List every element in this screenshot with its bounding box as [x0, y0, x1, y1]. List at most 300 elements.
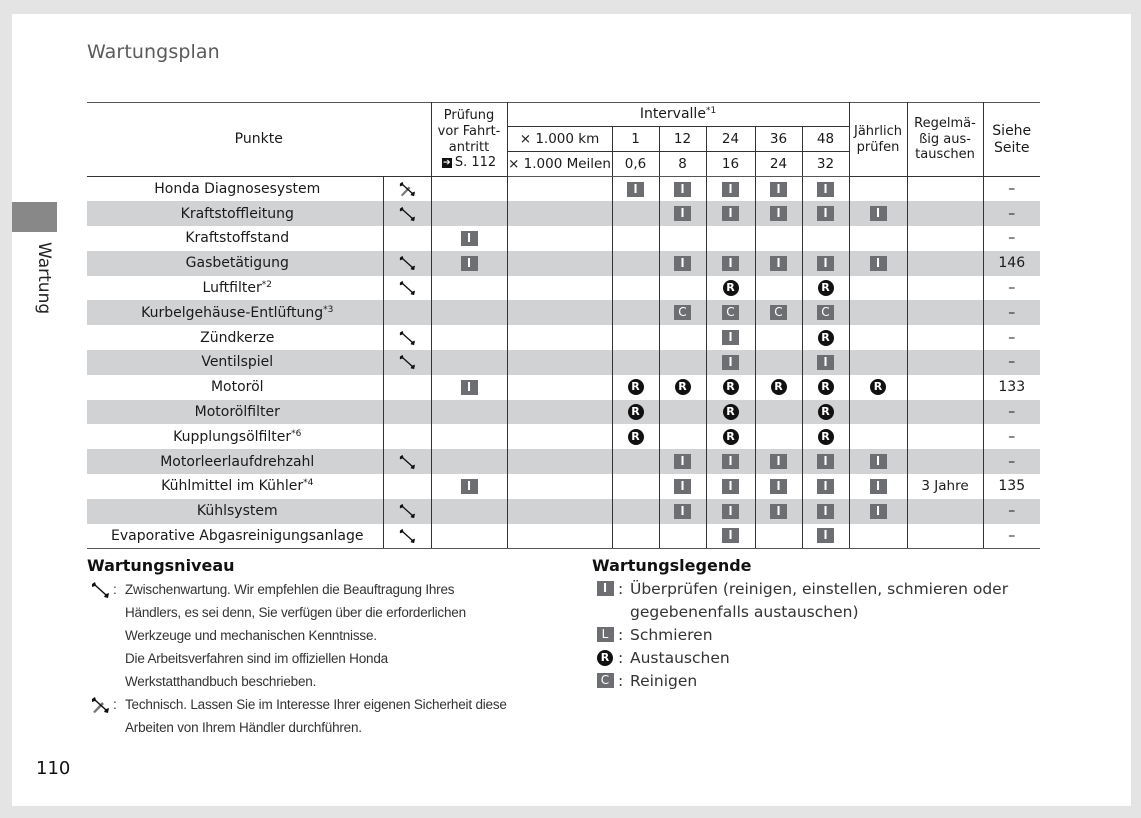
maintenance-level-cell	[383, 474, 431, 499]
interval-cell	[802, 276, 849, 301]
item-name: Kraftstoffleitung	[87, 201, 383, 226]
pre-ride-cell	[431, 226, 507, 251]
km-12: 12	[659, 127, 706, 152]
interval-label-cell	[507, 499, 612, 524]
interval-cell	[612, 424, 659, 449]
interval-cell	[802, 375, 849, 400]
interval-cell	[659, 226, 706, 251]
interval-cell	[706, 350, 755, 375]
yearly-cell	[849, 300, 907, 325]
interval-cell	[706, 177, 755, 202]
table-row	[87, 226, 1040, 251]
legend-inspect: I : Überprüfen (reinigen, einstellen, schmieren oder gegebenenfalls austauschen)	[592, 578, 1012, 624]
pre-ride-cell	[431, 300, 507, 325]
header-see-page: Siehe Seite	[983, 103, 1040, 177]
see-page-cell: –	[983, 524, 1040, 549]
maintenance-level-cell	[383, 226, 431, 251]
inspect-mark-icon: I	[817, 454, 834, 469]
interval-cell	[612, 400, 659, 425]
legend-level-title: Wartungsniveau	[87, 556, 235, 575]
item-name: Honda Diagnosesystem	[87, 177, 383, 202]
inspect-mark-icon: I	[817, 504, 834, 519]
maintenance-level-cell	[383, 499, 431, 524]
interval-cell	[755, 375, 802, 400]
interval-cell	[802, 524, 849, 549]
interval-label-cell	[507, 375, 612, 400]
clean-mark-icon: C	[674, 305, 691, 320]
item-name: Luftfilter$^{*2}$	[87, 276, 383, 301]
inspect-mark-icon: I	[770, 256, 787, 271]
item-name: Kühlsystem	[87, 499, 383, 524]
pre-ride-cell	[431, 276, 507, 301]
maintenance-level-cell	[383, 375, 431, 400]
see-page-cell: –	[983, 226, 1040, 251]
interval-cell	[755, 449, 802, 474]
interval-cell	[612, 499, 659, 524]
regular-replace-cell: 3 Jahre	[907, 474, 983, 499]
interval-cell	[802, 350, 849, 375]
regular-replace-cell	[907, 300, 983, 325]
interval-cell	[706, 375, 755, 400]
regular-replace-cell	[907, 226, 983, 251]
interval-cell	[755, 499, 802, 524]
interval-cell	[659, 524, 706, 549]
replace-mark-icon: R	[723, 280, 739, 296]
table-row	[87, 499, 1040, 524]
miles-0-6: 0,6	[612, 152, 659, 177]
inspect-mark-icon: I	[817, 479, 834, 494]
see-page-cell: –	[983, 325, 1040, 350]
interval-label-cell	[507, 424, 612, 449]
maintenance-level-cell	[383, 276, 431, 301]
yearly-cell	[849, 499, 907, 524]
interval-cell	[706, 499, 755, 524]
miles-label: × 1.000 Meilen	[507, 152, 612, 177]
interval-cell	[659, 251, 706, 276]
inspect-mark-icon: I	[722, 479, 739, 494]
interval-cell	[755, 424, 802, 449]
see-page-cell: –	[983, 276, 1040, 301]
maintenance-level-cell	[383, 300, 431, 325]
maintenance-level-legend	[87, 556, 557, 739]
replace-mark-icon: R	[723, 404, 739, 420]
interval-cell	[612, 524, 659, 549]
inspect-mark-icon: I	[627, 182, 644, 197]
yearly-cell	[849, 474, 907, 499]
interval-cell	[659, 350, 706, 375]
interval-cell	[659, 499, 706, 524]
replace-mark-icon: R	[675, 379, 691, 395]
interval-cell	[612, 226, 659, 251]
maintenance-schedule-table	[87, 102, 1040, 549]
replace-mark-icon: R	[628, 429, 644, 445]
regular-replace-cell	[907, 177, 983, 202]
item-name: Kupplungsölfilter$^{*6}$	[87, 424, 383, 449]
interval-cell	[612, 251, 659, 276]
interval-cell	[659, 325, 706, 350]
maintenance-level-cell	[383, 524, 431, 549]
interval-cell	[802, 499, 849, 524]
yearly-cell	[849, 226, 907, 251]
interval-cell	[706, 424, 755, 449]
inspect-mark-icon: I	[770, 206, 787, 221]
inspect-mark-icon: I	[722, 256, 739, 271]
interval-cell	[659, 424, 706, 449]
inspect-mark-icon: I	[461, 479, 478, 494]
inspect-mark-icon: I	[722, 330, 739, 345]
table-row	[87, 325, 1040, 350]
inspect-mark-icon: I	[722, 454, 739, 469]
legend-clean: C : Reinigen	[592, 670, 1012, 693]
interval-label-cell	[507, 276, 612, 301]
inspect-mark-icon: I	[674, 256, 691, 271]
table-row	[87, 177, 1040, 202]
item-name: Kraftstoffstand	[87, 226, 383, 251]
clean-mark-icon: C	[597, 673, 614, 688]
table-row	[87, 300, 1040, 325]
interval-cell	[802, 177, 849, 202]
inspect-mark-icon: I	[461, 231, 478, 246]
interval-label-cell	[507, 201, 612, 226]
inspect-mark-icon: I	[461, 380, 478, 395]
interval-cell	[802, 300, 849, 325]
inspect-mark-icon: I	[461, 256, 478, 271]
legend-technical: : Technisch. Lassen Sie im Interesse Ihrer eigenen Sicherheit diese Arbeiten von Ihrem Händler durchführen.	[87, 693, 557, 739]
item-name: Kühlmittel im Kühler$^{*4}$	[87, 474, 383, 499]
item-name: Kurbelgehäuse-Entlüftung$^{*3}$	[87, 300, 383, 325]
miles-24: 24	[755, 152, 802, 177]
inspect-mark-icon: I	[817, 206, 834, 221]
replace-mark-icon: R	[723, 429, 739, 445]
maintenance-level-cell	[383, 201, 431, 226]
page-ref-arrow-icon: ➔	[443, 157, 451, 168]
pre-ride-page-link[interactable]: S. 112	[454, 155, 497, 171]
interval-cell	[755, 350, 802, 375]
header-regular-replace: Regelmä- ßig aus- tauschen	[907, 103, 983, 177]
see-page-cell: –	[983, 201, 1040, 226]
yearly-cell	[849, 449, 907, 474]
replace-mark-icon: R	[818, 429, 834, 445]
interval-cell	[612, 449, 659, 474]
yearly-cell	[849, 400, 907, 425]
wrench-icon	[398, 206, 416, 222]
maintenance-level-cell	[383, 177, 431, 202]
inspect-mark-icon: I	[817, 182, 834, 197]
interval-cell	[659, 449, 706, 474]
interval-cell	[659, 474, 706, 499]
interval-cell	[706, 300, 755, 325]
see-page-cell: –	[983, 177, 1040, 202]
table-row	[87, 375, 1040, 400]
replace-mark-icon: R	[818, 379, 834, 395]
maintenance-level-cell	[383, 350, 431, 375]
table-row	[87, 524, 1040, 549]
regular-replace-cell	[907, 325, 983, 350]
interval-cell	[755, 201, 802, 226]
regular-replace-cell	[907, 276, 983, 301]
replace-mark-icon: R	[597, 650, 613, 666]
header-pre-ride-check: Prüfung vor Fahrt- antritt ➔ S. 112	[431, 103, 507, 177]
item-name: Motorleerlaufdrehzahl	[87, 449, 383, 474]
km-1: 1	[612, 127, 659, 152]
replace-mark-icon: R	[628, 379, 644, 395]
interval-cell	[755, 325, 802, 350]
interval-cell	[612, 474, 659, 499]
km-24: 24	[706, 127, 755, 152]
wrench-icon	[398, 330, 416, 346]
replace-mark-icon: R	[818, 280, 834, 296]
pre-ride-cell	[431, 325, 507, 350]
interval-cell	[802, 251, 849, 276]
interval-cell	[612, 325, 659, 350]
inspect-mark-icon: I	[817, 355, 834, 370]
interval-cell	[802, 201, 849, 226]
pre-ride-cell	[431, 375, 507, 400]
interval-cell	[802, 400, 849, 425]
regular-replace-cell	[907, 424, 983, 449]
see-page-cell: –	[983, 300, 1040, 325]
miles-32: 32	[802, 152, 849, 177]
item-name: Motoröl	[87, 375, 383, 400]
see-page-cell: –	[983, 449, 1040, 474]
regular-replace-cell	[907, 350, 983, 375]
interval-cell	[802, 474, 849, 499]
wrench-icon	[398, 354, 416, 370]
interval-label-cell	[507, 177, 612, 202]
wrench-icon	[398, 528, 416, 544]
yearly-cell	[849, 524, 907, 549]
page-title: Wartungsplan	[87, 41, 220, 63]
inspect-mark-icon: I	[770, 479, 787, 494]
wrench-icon	[398, 503, 416, 519]
see-page-cell[interactable]: 146	[983, 251, 1040, 276]
yearly-cell	[849, 201, 907, 226]
inspect-mark-icon: I	[674, 206, 691, 221]
inspect-mark-icon: I	[870, 256, 887, 271]
interval-cell	[706, 251, 755, 276]
interval-label-cell	[507, 474, 612, 499]
regular-replace-cell	[907, 499, 983, 524]
wrench-icon	[398, 454, 416, 470]
maintenance-level-cell	[383, 400, 431, 425]
interval-cell	[802, 449, 849, 474]
regular-replace-cell	[907, 375, 983, 400]
interval-label-cell	[507, 400, 612, 425]
interval-cell	[755, 524, 802, 549]
clean-mark-icon: C	[722, 305, 739, 320]
inspect-mark-icon: I	[870, 454, 887, 469]
interval-cell	[612, 201, 659, 226]
pre-ride-cell	[431, 251, 507, 276]
schedule-rows	[87, 177, 1040, 549]
interval-cell	[659, 400, 706, 425]
inspect-mark-icon: I	[674, 182, 691, 197]
see-page-cell: –	[983, 400, 1040, 425]
interval-cell	[612, 276, 659, 301]
section-side-label: Wartung	[34, 242, 54, 315]
maintenance-level-cell	[383, 325, 431, 350]
screwdriver-wrench-icon	[87, 693, 113, 714]
wrench-icon	[87, 578, 113, 599]
maintenance-level-cell	[383, 251, 431, 276]
interval-cell	[755, 177, 802, 202]
maintenance-level-cell	[383, 424, 431, 449]
miles-8: 8	[659, 152, 706, 177]
inspect-mark-icon: I	[722, 355, 739, 370]
pre-ride-cell	[431, 524, 507, 549]
maintenance-level-cell	[383, 449, 431, 474]
header-intervals: Intervalle$^{*1}$	[507, 103, 849, 127]
yearly-cell	[849, 276, 907, 301]
replace-mark-icon: R	[870, 379, 886, 395]
interval-cell	[706, 400, 755, 425]
table-row	[87, 474, 1040, 499]
inspect-mark-icon: I	[722, 182, 739, 197]
see-page-cell: –	[983, 424, 1040, 449]
header-yearly-check: Jährlich prüfen	[849, 103, 907, 177]
pre-ride-cell	[431, 474, 507, 499]
interval-cell	[706, 325, 755, 350]
interval-cell	[706, 226, 755, 251]
interval-cell	[755, 251, 802, 276]
page-number: 110	[36, 758, 71, 779]
interval-label-cell	[507, 350, 612, 375]
yearly-cell	[849, 424, 907, 449]
inspect-mark-icon: I	[770, 454, 787, 469]
replace-mark-icon: R	[723, 379, 739, 395]
pre-ride-cell	[431, 400, 507, 425]
yearly-cell	[849, 325, 907, 350]
item-name: Evaporative Abgasreinigungsanlage	[87, 524, 383, 549]
legend-lubricate: L : Schmieren	[592, 624, 1012, 647]
pre-ride-cell	[431, 424, 507, 449]
yearly-cell	[849, 375, 907, 400]
interval-label-cell	[507, 449, 612, 474]
inspect-mark-icon: I	[770, 182, 787, 197]
item-name: Ventilspiel	[87, 350, 383, 375]
interval-label-cell	[507, 251, 612, 276]
inspect-mark-icon: I	[870, 206, 887, 221]
manual-page	[12, 14, 1131, 806]
table-row	[87, 400, 1040, 425]
see-page-cell: –	[983, 350, 1040, 375]
interval-cell	[706, 276, 755, 301]
legend-intermediate: : Zwischenwartung. Wir empfehlen die Beauftragung Ihres Händlers, es sei denn, Sie verfügen über die erforderlichen Werkzeuge und mechanischen Kenntnisse. Die Arbeitsverfahren sind im offiziellen Honda Werkstatthandbuch beschrieben.	[87, 578, 557, 693]
miles-16: 16	[706, 152, 755, 177]
inspect-mark-icon: I	[722, 206, 739, 221]
interval-label-cell	[507, 226, 612, 251]
item-name: Motorölfilter	[87, 400, 383, 425]
clean-mark-icon: C	[770, 305, 787, 320]
yearly-cell	[849, 177, 907, 202]
inspect-mark-icon: I	[722, 504, 739, 519]
see-page-cell[interactable]: 135	[983, 474, 1040, 499]
wrench-icon	[398, 255, 416, 271]
table-row	[87, 449, 1040, 474]
km-label: × 1.000 km	[507, 127, 612, 152]
interval-label-cell	[507, 300, 612, 325]
inspect-mark-icon: I	[674, 454, 691, 469]
clean-mark-icon: C	[817, 305, 834, 320]
inspect-mark-icon: I	[817, 528, 834, 543]
pre-ride-cell	[431, 499, 507, 524]
pre-ride-cell	[431, 350, 507, 375]
interval-cell	[612, 177, 659, 202]
legend-replace: R : Austauschen	[592, 647, 1012, 670]
interval-cell	[755, 226, 802, 251]
interval-cell	[659, 177, 706, 202]
inspect-mark-icon: I	[674, 479, 691, 494]
interval-cell	[802, 226, 849, 251]
km-36: 36	[755, 127, 802, 152]
table-row	[87, 201, 1040, 226]
interval-cell	[612, 350, 659, 375]
interval-cell	[659, 300, 706, 325]
interval-label-cell	[507, 325, 612, 350]
interval-cell	[659, 276, 706, 301]
interval-label-cell	[507, 524, 612, 549]
replace-mark-icon: R	[818, 404, 834, 420]
section-tab-marker	[12, 202, 57, 232]
legend-marks-title: Wartungslegende	[592, 556, 752, 575]
interval-cell	[659, 375, 706, 400]
regular-replace-cell	[907, 524, 983, 549]
interval-cell	[755, 474, 802, 499]
interval-cell	[802, 325, 849, 350]
interval-cell	[612, 300, 659, 325]
interval-cell	[755, 300, 802, 325]
screwdriver-wrench-icon	[398, 181, 416, 197]
yearly-cell	[849, 350, 907, 375]
interval-cell	[755, 400, 802, 425]
table-row	[87, 350, 1040, 375]
inspect-mark-icon: I	[817, 256, 834, 271]
pre-ride-cell	[431, 201, 507, 226]
regular-replace-cell	[907, 251, 983, 276]
interval-cell	[755, 276, 802, 301]
item-name: Zündkerze	[87, 325, 383, 350]
interval-cell	[706, 474, 755, 499]
km-48: 48	[802, 127, 849, 152]
inspect-mark-icon: I	[674, 504, 691, 519]
interval-cell	[612, 375, 659, 400]
wrench-icon	[398, 280, 416, 296]
inspect-mark-icon: I	[770, 504, 787, 519]
inspect-mark-icon: I	[870, 504, 887, 519]
inspect-mark-icon: I	[870, 479, 887, 494]
maintenance-marks-legend	[592, 556, 1012, 693]
regular-replace-cell	[907, 449, 983, 474]
yearly-cell	[849, 251, 907, 276]
interval-cell	[706, 201, 755, 226]
regular-replace-cell	[907, 201, 983, 226]
pre-ride-cell	[431, 449, 507, 474]
interval-cell	[659, 201, 706, 226]
interval-cell	[706, 449, 755, 474]
table-row	[87, 251, 1040, 276]
interval-cell	[802, 424, 849, 449]
replace-mark-icon: R	[628, 404, 644, 420]
lubricate-mark-icon: L	[597, 627, 614, 642]
inspect-mark-icon: I	[597, 581, 614, 596]
see-page-cell[interactable]: 133	[983, 375, 1040, 400]
replace-mark-icon: R	[771, 379, 787, 395]
table-row	[87, 424, 1040, 449]
inspect-mark-icon: I	[722, 528, 739, 543]
header-punkte: Punkte	[87, 103, 431, 177]
replace-mark-icon: R	[818, 330, 834, 346]
see-page-cell: –	[983, 499, 1040, 524]
